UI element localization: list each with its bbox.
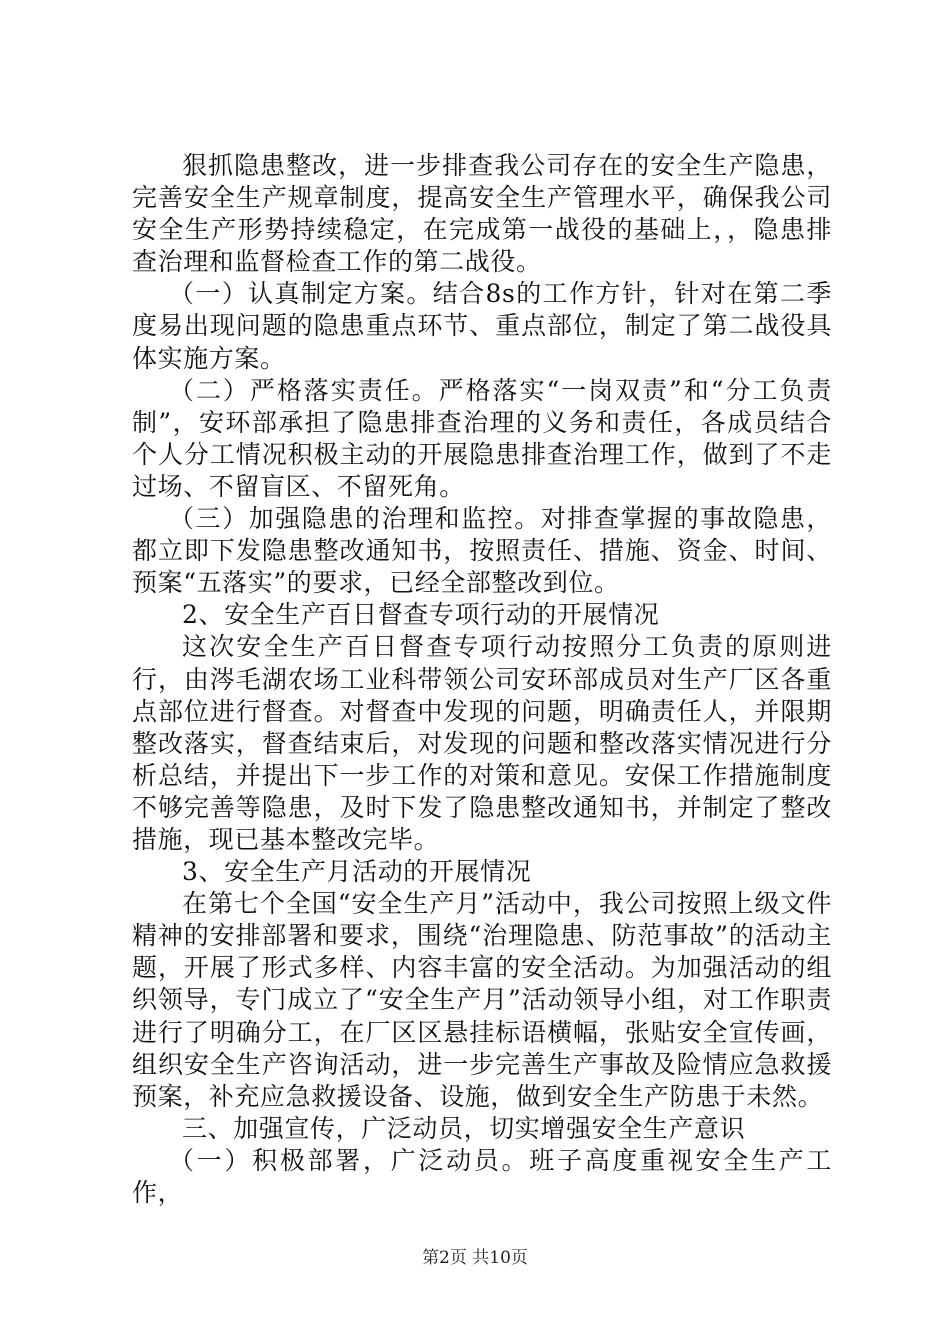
paragraph-governance-monitoring: （三）加强隐患的治理和监控。对排查掌握的事故隐患，都立即下发隐患整改通知书，按照责任、措施、资金、时间、预案“五落实”的要求，已经全部整改到位。 xyxy=(132,504,832,598)
paragraph-implement-responsibility: （二）严格落实责任。严格落实“一岗双责”和“分工负责制”，安环部承担了隐患排查治理的义务和责任，各成员结合个人分工情况积极主动的开展隐患排查治理工作，做到了不走过场、不留盲区、不留死角。 xyxy=(132,375,832,501)
document-body xyxy=(132,150,832,1209)
section-heading-safety-month: 3、安全生产月活动的开展情况 xyxy=(182,857,532,887)
paragraph-100-day-inspection: 这次安全生产百日督查专项行动按照分工负责的原则进行，由涔毛湖农场工业科带领公司安环部成员对生产厂区各重点部位进行督查。对督查中发现的问题，明确责任人，并限期整改落实，督查结束后，对发现的问题和整改落实情况进行分析总结，并提出下一步工作的对策和意见。安保工作措施制度不够完善等隐患，及时下发了隐患整改通知书，并制定了整改措施，现已基本整改完毕。 xyxy=(132,632,832,854)
paragraph-safety-month: 在第七个全国“安全生产月”活动中，我公司按照上级文件精神的安排部署和要求，围绕“治理隐患、防范事故”的活动主题，开展了形式多样、内容丰富的安全活动。为加强活动的组织领导，专门成立了“安全生产月”活动领导小组，对工作职责进行了明确分工，在厂区区悬挂标语横幅，张贴安全宣传画，组织安全生产咨询活动，进一步完善生产事故及险情应急救援预案，补充应急救援设备、设施，做到安全生产防患于未然。 xyxy=(132,889,832,1111)
paragraph-deploy-mobilize: （一）积极部署，广泛动员。班子高度重视安全生产工作， xyxy=(132,1145,832,1207)
page-number: 第2页 共10页 xyxy=(422,1248,528,1268)
section-heading-100-day-inspection: 2、安全生产百日督查专项行动的开展情况 xyxy=(182,600,660,630)
section-heading-publicity: 三、加强宣传，广泛动员，切实增强安全生产意识 xyxy=(182,1113,746,1143)
paragraph-hazard-rectification: 狠抓隐患整改，进一步排查我公司存在的安全生产隐患，完善安全生产规章制度，提高安全生产管理水平，确保我公司安全生产形势持续稳定，在完成第一战役的基础上，，隐患排查治理和监督检查工作的第二战役。 xyxy=(132,151,832,277)
paragraph-make-plan: （一）认真制定方案。结合8s的工作方针，针对在第二季度易出现问题的隐患重点环节、重点部位，制定了第二战役具体实施方案。 xyxy=(132,279,832,373)
